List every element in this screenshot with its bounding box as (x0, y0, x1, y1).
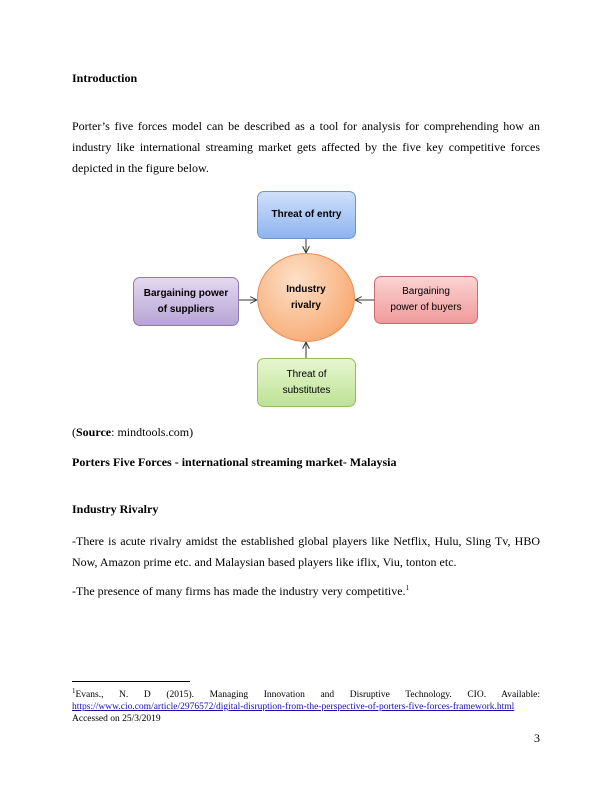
source-text: : mindtools.com) (111, 425, 194, 439)
intro-heading: Introduction (72, 71, 138, 85)
footnote-marker: 1 (72, 687, 76, 695)
threat-of-entry-box (257, 191, 356, 239)
threat-of-substitutes-label-2: substitutes (282, 384, 331, 396)
supplier-power-label-2: of suppliers (157, 303, 215, 315)
rivalry-point-1: -There is acute rivalry amidst the established global players like Netflix, Hulu, Sling Tv, HBO Now, Amazon prime etc. and Malaysian based players like iflix, Viu, tonton etc. (72, 534, 540, 569)
threat-of-substitutes-box (257, 358, 356, 407)
supplier-power-label-1: Bargaining power (143, 287, 229, 299)
buyer-power-box (374, 276, 478, 324)
rivalry-point-2: -The presence of many firms has made the industry very competitive. (72, 584, 406, 598)
source-label: Source (76, 425, 112, 439)
footnote-accessed: Accessed on 25/3/2019 (72, 714, 161, 725)
threat-of-entry-label: Threat of entry (271, 209, 342, 220)
industry-rivalry-label-2: rivalry (290, 299, 321, 311)
threat-of-substitutes-label-1: Threat of (286, 368, 327, 380)
buyer-power-label-1: Bargaining (402, 286, 450, 297)
footnote-citation: Evans., N. D (2015). Managing Innovation and Disruptive Technology. CIO. Available: (75, 690, 540, 701)
figure-source (72, 425, 193, 440)
footnote-ref: 1 (405, 584, 410, 592)
page-number: 3 (534, 731, 540, 745)
industry-rivalry-label-1: Industry (286, 283, 326, 295)
rivalry-heading: Industry Rivalry (72, 502, 159, 516)
footnote (72, 685, 540, 725)
source-open-paren: ( (72, 425, 76, 439)
buyer-power-label-2: power of buyers (390, 302, 462, 313)
rivalry-point-2-row (72, 584, 409, 599)
footnote-url-link[interactable]: https://www.cio.com/article/2976572/digital-disruption-from-the-perspective-of-porters-five-forces-framework.html (72, 702, 515, 713)
intro-paragraph: Porter’s five forces model can be described as a tool for analysis for comprehending how an industry like international streaming market gets affected by the five key competitive forces depicted in the figure below. (72, 119, 540, 175)
footnote-citation-row (72, 685, 540, 701)
section-title: Porters Five Forces - international streaming market- Malaysia (72, 455, 397, 469)
supplier-power-box (133, 277, 239, 326)
industry-rivalry-ellipse (257, 253, 355, 342)
footnote-separator (72, 681, 190, 682)
